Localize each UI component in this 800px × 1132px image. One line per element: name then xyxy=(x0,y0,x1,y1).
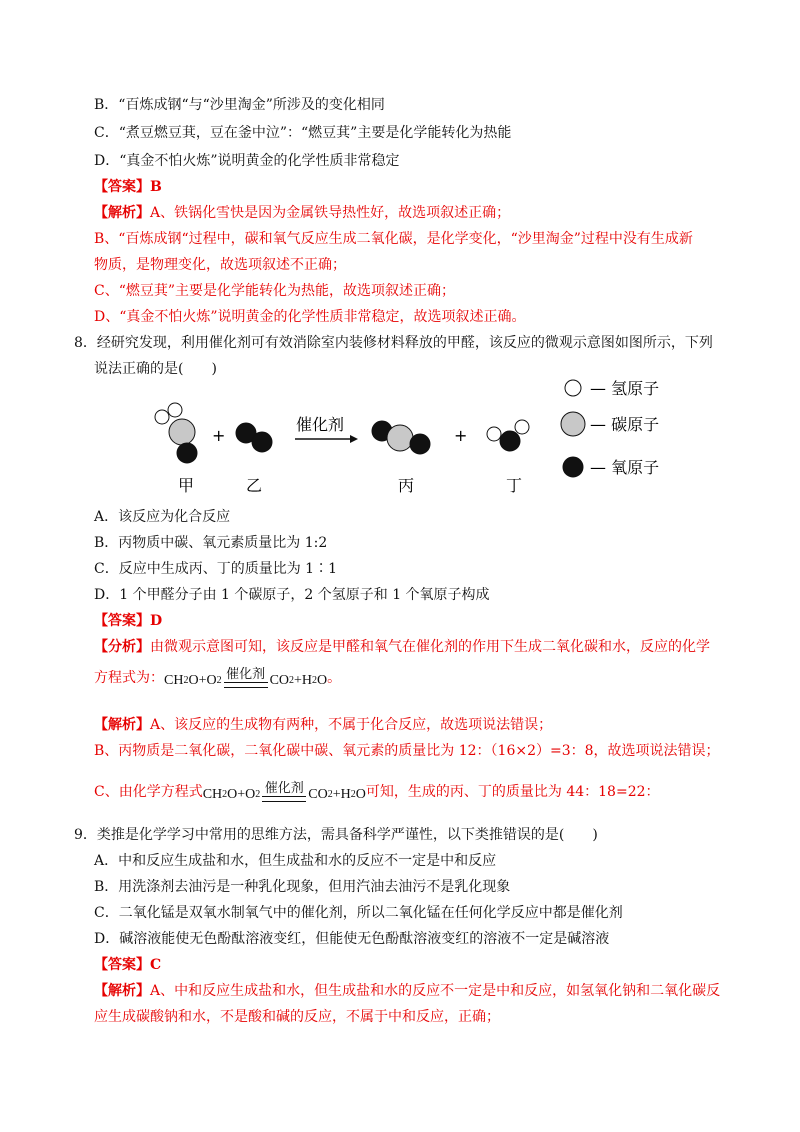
oxygen-atom xyxy=(410,434,430,454)
answer-value: C xyxy=(150,957,162,973)
equation-catalyst-arrow xyxy=(224,668,268,688)
chemical-equation: CH 2 O+O 2 催化剂 CO $_2$ +H 2 O xyxy=(202,781,366,802)
molecule-jia xyxy=(155,403,197,463)
hydrogen-atom xyxy=(168,403,182,417)
analysis-label: 【解析】 xyxy=(94,717,150,733)
hydrogen-atom xyxy=(155,410,169,424)
chemical-equation: CH 2 O+O 2 催化剂 CO $_2$ +H 2 O xyxy=(164,667,328,688)
legend-carbon-label: — 碳原子 xyxy=(590,415,660,434)
catalyst-label: 催化剂 xyxy=(296,415,345,434)
answer-value: B xyxy=(150,179,162,195)
fenxi-text: 。 xyxy=(327,670,342,686)
answer-value: D xyxy=(150,613,163,629)
fenxi-text: 由微观示意图可知，该反应是甲醛和氧气在催化剂的作用下生成二氧化碳和水，反应的化学 xyxy=(150,639,710,655)
q8-stem-line1: 8．经研究发现，利用催化剂可有效消除室内装修材料释放的甲醛，该反应的微观示意图如图所示，下列 xyxy=(74,335,713,351)
legend-oxygen-label: — 氧原子 xyxy=(590,458,660,477)
plus-sign: + xyxy=(212,426,226,445)
q9-option-c: C．二氧化锰是双氧水制氧气中的催化剂，所以二氧化锰在任何化学反应中都是催化剂 xyxy=(94,905,623,921)
label-yi: 乙 xyxy=(246,476,263,495)
answer-label: 【答案】 xyxy=(94,179,150,195)
analysis-text: A、该反应的生成物有两种，不属于化合反应，故选项说法错误； xyxy=(150,717,553,733)
q7-answer xyxy=(94,178,162,196)
q8-fenxi-line1 xyxy=(94,638,710,656)
carbon-atom xyxy=(169,419,195,445)
oxygen-atom xyxy=(500,431,520,451)
oxygen-atom xyxy=(177,443,197,463)
q8-analysis-c xyxy=(94,782,660,802)
q8-option-a: A．该反应为化合反应 xyxy=(94,509,231,525)
equation-catalyst-label: 催化剂 xyxy=(226,667,266,682)
q9-option-d: D．碱溶液能使无色酚酞溶液变红，但能使无色酚酞溶液变红的溶液不一定是碱溶液 xyxy=(94,931,610,947)
q9-analysis-a1 xyxy=(94,982,720,1000)
q9-answer xyxy=(94,956,161,974)
label-jia: 甲 xyxy=(178,476,195,495)
q8-analysis-b: B、丙物质是二氧化碳，二氧化碳中碳、氧元素的质量比为 12：（16×2）=3：8，故选项说法错误； xyxy=(94,743,720,759)
carbon-atom xyxy=(387,425,413,451)
q7-option-d: D．“真金不怕火炼”说明黄金的化学性质非常稳定 xyxy=(94,153,400,169)
answer-label: 【答案】 xyxy=(94,613,150,629)
q8-option-d: D．1 个甲醛分子由 1 个碳原子，2 个氢原子和 1 个氧原子构成 xyxy=(94,587,490,603)
q7-analysis-a xyxy=(94,204,510,222)
analysis-text: C、由化学方程式 xyxy=(94,784,203,800)
reaction-svg xyxy=(140,378,680,498)
q7-analysis-b1: B、“百炼成钢“过程中，碳和氧气反应生成二氧化碳，是化学变化，“沙里淘金”过程中没有生成新 xyxy=(94,231,693,247)
label-ding: 丁 xyxy=(506,476,523,495)
legend-carbon-icon xyxy=(561,412,585,436)
legend-hydrogen-label: — 氢原子 xyxy=(590,379,660,398)
analysis-text: A、中和反应生成盐和水，但生成盐和水的反应不一定是中和反应，如氢氧化钠和二氧化碳反 xyxy=(150,983,721,999)
analysis-text: A、铁锅化雪快是因为金属铁导热性好，故选项叙述正确； xyxy=(150,205,511,221)
q7-option-b: B．“百炼成钢“与“沙里淘金”所涉及的变化相同 xyxy=(94,97,385,113)
hydrogen-atom xyxy=(515,420,529,434)
q7-analysis-d: D、“真金不怕火炼”说明黄金的化学性质非常稳定，故选项叙述正确。 xyxy=(94,309,526,325)
molecule-bing xyxy=(372,421,430,454)
oxygen-atom xyxy=(252,432,272,452)
plus-sign: + xyxy=(454,426,468,445)
q7-analysis-c: C、“燃豆萁”主要是化学能转化为热能，故选项叙述正确； xyxy=(94,283,456,299)
hydrogen-atom xyxy=(487,427,501,441)
legend-oxygen-icon xyxy=(563,457,583,477)
label-bing: 丙 xyxy=(398,476,415,495)
molecule-yi xyxy=(236,423,272,452)
fenxi-text: 方程式为： xyxy=(94,670,164,686)
q8-stem-line2: 说法正确的是( ) xyxy=(94,361,217,377)
q8-analysis-a xyxy=(94,716,552,734)
legend-hydrogen-icon xyxy=(565,380,581,396)
q8-option-c: C．反应中生成丙、丁的质量比为 1∶1 xyxy=(94,561,337,577)
q7-option-c: C．“煮豆燃豆萁，豆在釜中泣”：“燃豆萁”主要是化学能转化为热能 xyxy=(94,125,512,141)
equation-catalyst-label: 催化剂 xyxy=(264,781,304,796)
q9-option-b: B．用洗涤剂去油污是一种乳化现象，但用汽油去油污不是乳化现象 xyxy=(94,879,511,895)
analysis-text: 可知，生成的丙、丁的质量比为 44：18=22： xyxy=(365,784,660,800)
analysis-label: 【解析】 xyxy=(94,205,150,221)
q8-fenxi-line2 xyxy=(94,668,341,688)
fenxi-label: 【分析】 xyxy=(94,639,150,655)
equation-catalyst-arrow xyxy=(262,782,306,802)
molecule-reaction-diagram xyxy=(140,378,680,502)
q9-option-a: A．中和反应生成盐和水，但生成盐和水的反应不一定是中和反应 xyxy=(94,853,497,869)
analysis-label: 【解析】 xyxy=(94,983,150,999)
q7-analysis-b2: 物质，是物理变化，故选项叙述不正确； xyxy=(94,257,346,273)
q8-option-b: B．丙物质中碳、氧元素质量比为 1:2 xyxy=(94,535,328,551)
q9-analysis-a2: 应生成碳酸钠和水，不是酸和碱的反应，不属于中和反应，正确； xyxy=(94,1009,500,1025)
arrow-head-icon xyxy=(350,435,358,443)
q9-stem: 9．类推是化学学习中常用的思维方法，需具备科学严谨性，以下类推错误的是( ) xyxy=(74,827,598,843)
molecule-ding xyxy=(487,420,529,451)
q8-answer xyxy=(94,612,162,630)
answer-label: 【答案】 xyxy=(94,957,150,973)
